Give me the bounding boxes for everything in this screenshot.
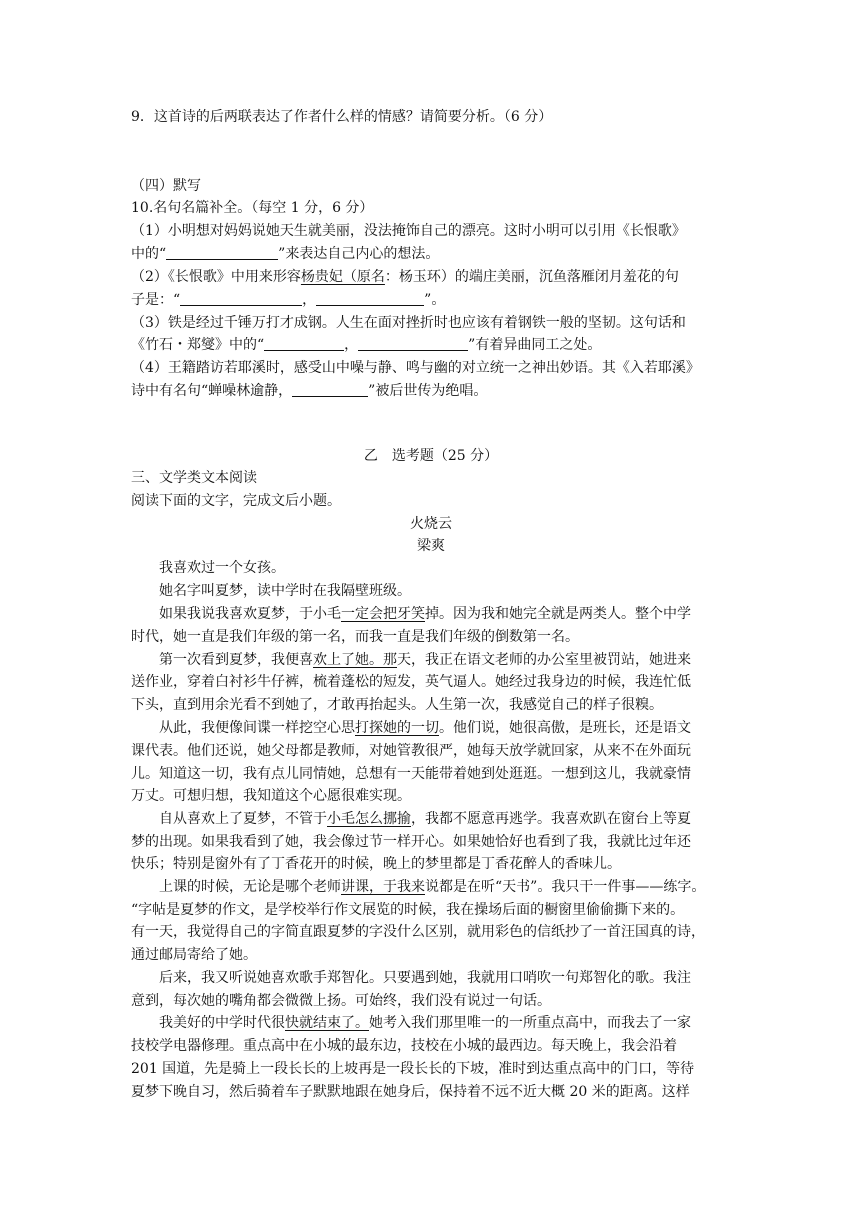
paragraph-8-line-1: 后来，我又听说她喜欢歌手郑智化。只要遇到她，我就用口哨吹一句郑智化的歌。我注	[159, 970, 691, 986]
paragraph-1: 我喜欢过一个女孩。	[159, 560, 285, 576]
p9-text: 我美好的中学时代很	[159, 1015, 285, 1031]
q10-item-3-comma: ，	[344, 337, 359, 353]
question-10-title: 10.名句名篇补全。（每空 1 分，6 分）	[131, 200, 374, 216]
p7-underlined: 讲课，于我来	[341, 879, 425, 895]
paragraph-9-line-4: 夏梦下晚自习，然后骑着车子默默地跟在她身后，保持着不远不近大概 20 米的距离。这样	[131, 1084, 690, 1100]
q10-item-3-line-2	[131, 334, 601, 356]
q10-item-2-answer-prefix: 子是：“	[131, 292, 181, 308]
p7-text: 上课的时候，无论是哪个老师	[159, 879, 341, 895]
q10-item-1-line-2	[131, 243, 439, 265]
answer-blank-3[interactable]	[316, 291, 424, 306]
answer-blank-6[interactable]	[292, 382, 368, 397]
paragraph-5-line-2: 课代表。他们还说，她父母都是教师，对她管教很严，她每天放学就回家，从来不在外面玩	[131, 743, 691, 759]
q10-item-2-comma: ，	[302, 292, 317, 308]
p5-text: 从此，我便像间谍一样挖空心思	[159, 720, 355, 736]
paragraph-4-line-3: 下头，直到用余光看不到她了，才敢再抬起头。人生第一次，我感觉自己的样子很糗。	[131, 697, 663, 713]
paragraph-3-line-2: 时代，她一直是我们年级的第一名，而我一直是我们年级的倒数第一名。	[131, 629, 579, 645]
p5-text-rest: 。他们说，她很高傲，是班长，还是语文	[439, 720, 691, 736]
paragraph-4-line-1	[159, 649, 691, 671]
paragraph-6-line-3: 快乐；特别是窗外有了丁香花开的时候，晚上的梦里都是丁香花醉人的香味儿。	[131, 856, 621, 872]
q10-item-1-suffix: ”来表达自己内心的想法。	[278, 246, 440, 262]
article-title: 火烧云	[410, 516, 452, 532]
answer-blank-1[interactable]	[166, 245, 278, 260]
part-b-heading: 乙 选考题（25 分）	[363, 448, 499, 464]
paragraph-9-line-2: 技校学电器修理。重点高中在小城的最东边，技校在小城的最西边。每天晚上，我会沿着	[131, 1038, 677, 1054]
paragraph-8-line-2: 意到，每次她的嘴角都会微微上扬。可始终，我们没有说过一句话。	[131, 993, 551, 1009]
q10-item-3-suffix: ”有着异曲同工之处。	[468, 337, 602, 353]
p9-text-rest: 她考入我们那里唯一的一所重点高中，而我去了一家	[369, 1015, 691, 1031]
q10-item-4-line-2	[131, 380, 487, 402]
q10-item-3-prefix: 《竹石・郑燮》中的“	[131, 337, 265, 353]
question-9: 9．这首诗的后两联表达了作者什么样的情感？请简要分析。（6 分）	[131, 109, 553, 125]
answer-blank-2[interactable]	[180, 291, 302, 306]
paragraph-6-line-1	[159, 808, 691, 830]
p4-text-rest: 天，我正在语文老师的办公室里被罚站，她进来	[397, 652, 691, 668]
p3-underlined: 一定会把牙笑	[341, 606, 425, 622]
q10-item-2-line-2	[131, 289, 445, 311]
paragraph-2: 她名字叫夏梦，读中学时在我隔壁班级。	[159, 583, 411, 599]
paragraph-3-line-1	[159, 603, 691, 625]
q10-item-2-line-1	[131, 266, 679, 288]
paragraph-7-line-3: 有一天，我觉得自己的字简直跟夏梦的字没什么区别，就用彩色的信纸抄了一首汪国真的诗，	[131, 924, 705, 940]
reading-instruction: 阅读下面的文字，完成文后小题。	[131, 493, 341, 509]
article-author: 梁爽	[417, 538, 445, 554]
q10-item-2-suffix: ：杨玉环）的端庄美丽，沉鱼落雁闭月羞花的句	[384, 269, 679, 285]
paragraph-4-line-2: 送作业，穿着白衬衫牛仔裤，梳着蓬松的短发，英气逼人。她经过我身边的时候，我连忙低	[131, 674, 691, 690]
q10-item-1-line-1: （1）小明想对妈妈说她天生就美丽，没法掩饰自己的漂亮。这时小明可以引用《长恨歌》	[131, 223, 686, 239]
paragraph-5-line-1	[159, 717, 691, 739]
p9-underlined: 快就结束了。	[285, 1015, 369, 1031]
q10-item-2-answer-suffix: ”。	[424, 292, 446, 308]
p4-underlined: 欢上了她。那	[313, 652, 397, 668]
paragraph-5-line-3: 儿。知道这一切，我有点儿同情她，总想有一天能带着她到处逛逛。一想到这儿，我就豪情	[131, 766, 691, 782]
answer-blank-5[interactable]	[358, 336, 468, 351]
q10-item-4-line-1: （4）王籍踏访若耶溪时，感受山中噪与静、鸣与幽的对立统一之神出妙语。其《入若耶溪》	[131, 360, 700, 376]
paragraph-5-line-4: 万丈。可想归想，我知道这个心愿很难实现。	[131, 788, 411, 804]
section-heading-dictation: （四）默写	[131, 178, 201, 194]
paragraph-9-line-3: 201 国道，先是骑上一段长长的上坡再是一段长长的下坡，准时到达重点高中的门口，等待	[131, 1061, 695, 1077]
paragraph-7-line-2: “字帖是夏梦的作文，是学校举行作文展览的时候，我在操场后面的橱窗里偷偷撕下来的。	[131, 902, 685, 918]
q10-item-4-suffix: ”被后世传为绝唱。	[368, 383, 488, 399]
p6-underlined: 小毛怎么挪揄	[327, 811, 411, 827]
p4-text: 第一次看到夏梦，我便喜	[159, 652, 313, 668]
paragraph-7-line-4: 通过邮局寄给了她。	[131, 947, 257, 963]
p3-text-rest: 掉。因为我和她完全就是两类人。整个中学	[425, 606, 691, 622]
paragraph-6-line-2: 梦的出现。如果我看到了她，我会像过节一样开心。如果她恰好也看到了我，我就比过年还	[131, 834, 691, 850]
q10-item-1-prefix: 中的“	[131, 246, 167, 262]
p7-text-rest: 说都是在听“天书”。我只干一件事——练字。	[425, 879, 706, 895]
p6-text-rest: ，我都不愿意再逃学。我喜欢趴在窗台上等夏	[411, 811, 691, 827]
p5-underlined: 打探她的一切	[355, 720, 439, 736]
q10-item-3-line-1: （3）铁是经过千锤万打才成钢。人生在面对挫折时也应该有着钢铁一般的坚韧。这句话和	[131, 315, 686, 331]
section-heading-literary-reading: 三、文学类文本阅读	[131, 470, 257, 486]
q10-item-2-underlined: 杨贵妃（原名	[300, 269, 385, 285]
paragraph-9-line-1	[159, 1012, 691, 1034]
paragraph-7-line-1	[159, 876, 705, 898]
p3-text: 如果我说我喜欢夏梦，于小毛	[159, 606, 341, 622]
answer-blank-4[interactable]	[264, 336, 344, 351]
q10-item-4-prefix: 诗中有名句“蝉噪林逾静，	[131, 383, 293, 399]
p6-text: 自从喜欢上了夏梦，不管于	[159, 811, 327, 827]
q10-item-2-prefix: （2）《长恨歌》中用来形容	[131, 269, 301, 285]
